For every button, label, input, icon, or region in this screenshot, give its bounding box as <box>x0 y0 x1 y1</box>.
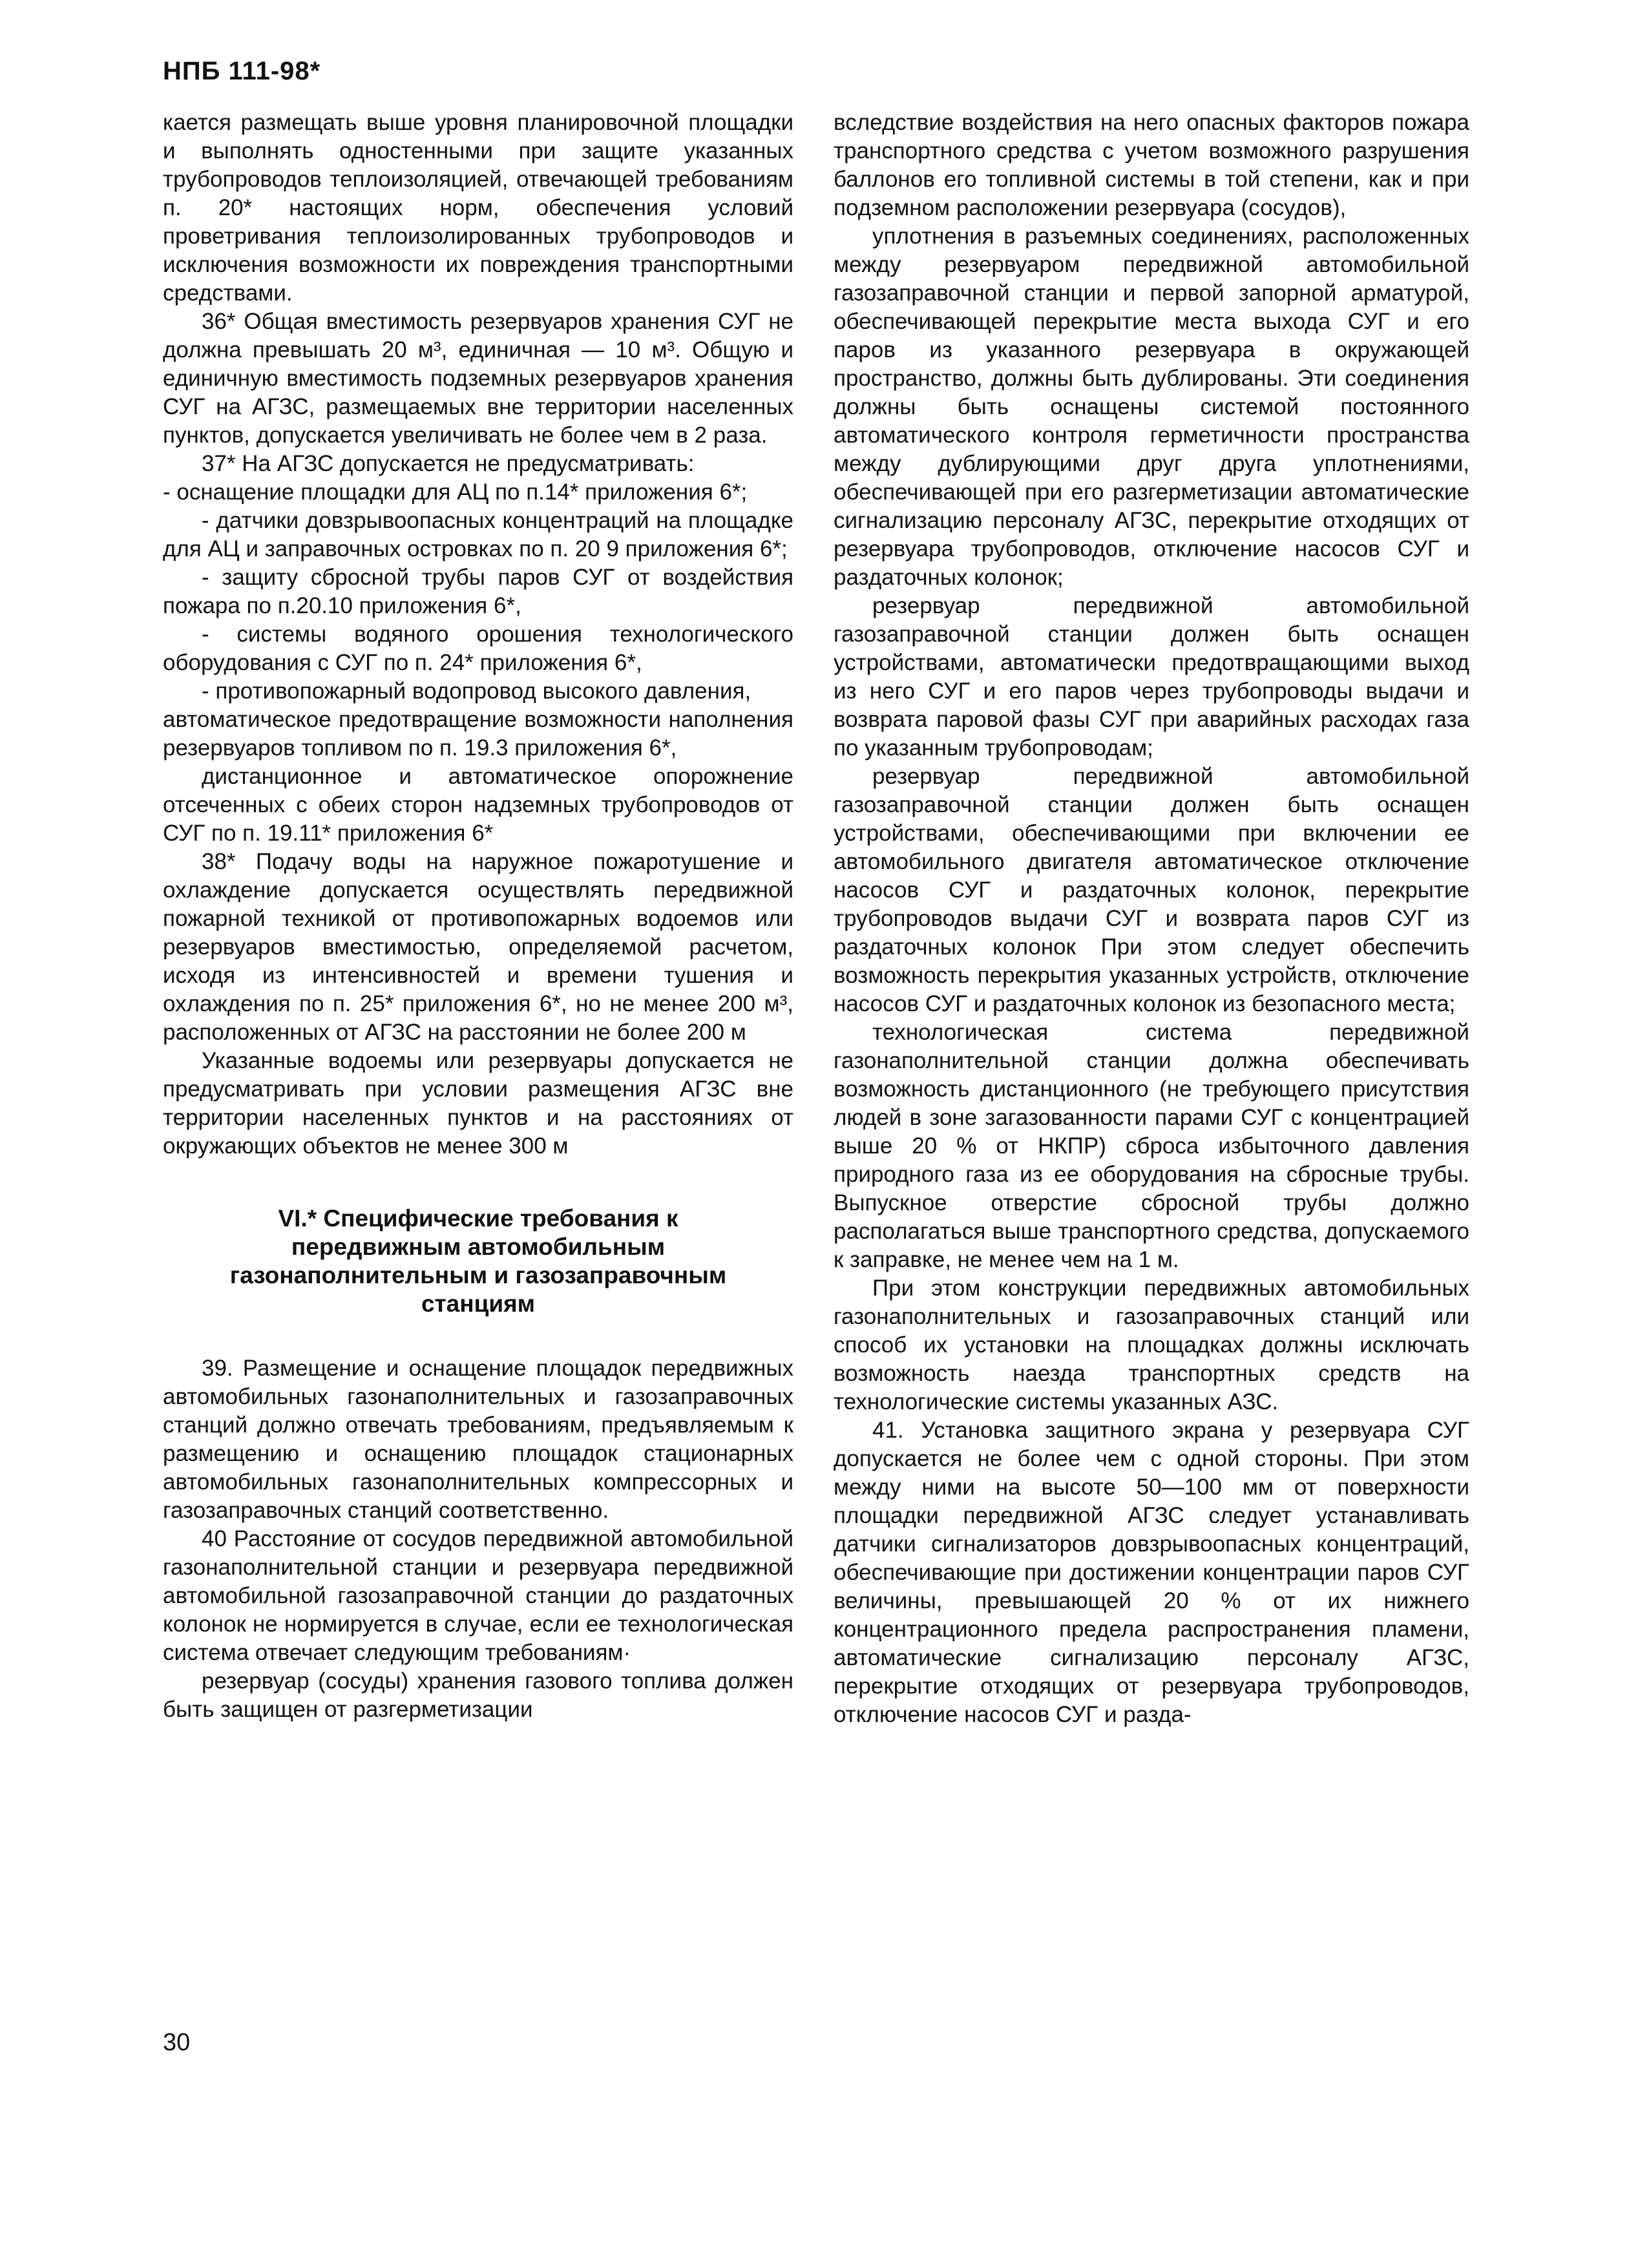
right-column <box>834 109 1469 1729</box>
list-item: - датчики довзрывоопасных концентраций на площадке для АЦ и заправочных островках по п. 20 9 приложения 6*; <box>163 508 793 562</box>
paragraph: При этом конструкции передвижных автомобильных газонаполнительных и газозаправочных станций или способ их установки на площадках должны исключать возможность наезда транспортных средств на технологические системы указанных АЗС. <box>834 1276 1469 1414</box>
paragraph-item-36: 36* Общая вместимость резервуаров хранения СУГ не должна превышать 20 м³, единичная — 10 м³. Общую и единичную вместимость подземных резервуаров хранения СУГ на АГЗС, размещаемых вне территории населенных пунктов, допускается увеличивать не более чем в 2 раза. <box>163 309 793 448</box>
paragraph-item-41: 41. Установка защитного экрана у резервуара СУГ допускается не более чем с одной стороны. При этом между ними на высоте 50—100 мм от поверхности площадки передвижной АГЗС следует устанавливать датчики сигнализаторов довзрывоопасных концентраций, обеспечивающие при достижении концентрации паров СУГ величины, превышающей 20 % от их нижнего концентрационного предела распространения пламени, автоматические сигнализацию персоналу АГЗС, перекрытие отходящих от резервуара трубопроводов, отключение насосов СУГ и разда- <box>834 1418 1469 1727</box>
paragraph: технологическая система передвижной газонаполнительной станции должна обеспечивать возможность дистанционного (не требующего присутствия людей в зоне загазованности парами СУГ с концентрацией выше 20 % от НКПР) сброса избыточного давления природного газа из ее оборудования на сбросные трубы. Выпускное отверстие сбросной трубы должно располагаться выше транспортного средства, допускаемого к заправке, не менее чем на 1 м. <box>834 1020 1469 1272</box>
list-item: автоматическое предотвращение возможности наполнения резервуаров топливом по п. 19.3 приложения 6*, <box>163 707 793 761</box>
list-item: - защиту сбросной трубы паров СУГ от воздействия пожара по п.20.10 приложения 6*, <box>163 565 793 618</box>
paragraph-item-37: 37* На АГЗС допускается не предусматривать: <box>202 451 695 476</box>
paragraph-item-40: 40 Расстояние от сосудов передвижной автомобильной газонаполнительной станции и резервуара передвижной автомобильной газозаправочной станции до раздаточных колонок не нормируется в случае, если ее технологическая система отвечает следующим требованиям· <box>163 1526 793 1665</box>
paragraph: вследствие воздействия на него опасных факторов пожара транспортного средства с учетом возможного разрушения баллонов его топливной системы в той степени, как и при подземном расположении резервуара (сосудов), <box>834 110 1469 220</box>
paragraph: уплотнения в разъемных соединениях, расположенных между резервуаром передвижной автомобильной газозаправочной станции и первой запорной арматурой, обеспечивающей перекрытие места выхода СУГ и его паров из указанного резервуара в окружающей пространство, должны быть дублированы. Эти соединения должны быть оснащены системой постоянного автоматического контроля герметичности пространства между дублирующими друг друга уплотнениями, обеспечивающей при его разгерметизации автоматические сигнализацию персоналу АГЗС, перекрытие отходящих от резервуара трубопроводов, отключение насосов СУГ и раздаточных колонок; <box>834 224 1469 590</box>
list-item: - оснащение площадки для АЦ по п.14* приложения 6*; <box>163 479 748 505</box>
page-number: 30 <box>163 2029 191 2056</box>
document-code-header: НПБ 111-98* <box>163 57 321 85</box>
list-item: - системы водяного орошения технологического оборудования с СУГ по п. 24* приложения 6*, <box>163 622 793 675</box>
paragraph-item-38: 38* Подачу воды на наружное пожаротушение и охлаждение допускается осуществлять передвижной пожарной техникой от противопожарных водоемов или резервуаров вместимостью, определяемой расчетом, исходя из интенсивностей и времени тушения и охлаждения по п. 25* приложения 6*, но не менее 200 м³, расположенных от АГЗС на расстоянии не более 200 м <box>163 849 793 1045</box>
section-heading: VI.* Специфические требования к передвижным автомобильным газонаполнительным и газозаправочным станциям <box>229 1205 727 1317</box>
left-column <box>163 109 793 1724</box>
paragraph: резервуар (сосуды) хранения газового топлива должен быть защищен от разгерметизации <box>163 1668 793 1722</box>
list-item: - противопожарный водопровод высокого давления, <box>202 678 751 704</box>
paragraph-item-39: 39. Размещение и оснащение площадок передвижных автомобильных газонаполнительных и газозаправочных станций должно отвечать требованиям, предъявляемым к размещению и оснащению площадок стационарных автомобильных газонаполнительных компрессорных и газозаправочных станций соответственно. <box>163 1356 793 1523</box>
paragraph: Указанные водоемы или резервуары допускается не предусматривать при условии размещения АГЗС вне территории населенных пунктов и на расстояниях от окружающих объектов не менее 300 м <box>163 1048 793 1159</box>
list-item: дистанционное и автоматическое опорожнение отсеченных с обеих сторон надземных трубопроводов от СУГ по п. 19.11* приложения 6* <box>163 764 793 846</box>
paragraph: кается размещать выше уровня планировочной площадки и выполнять одностенными при защите указанных трубопроводов теплоизоляцией, отвечающей требованиям п. 20* настоящих норм, обеспечения условий проветривания теплоизолированных трубопроводов и исключения возможности их повреждения транспортными средствами. <box>163 110 793 306</box>
paragraph: резервуар передвижной автомобильной газозаправочной станции должен быть оснащен устройствами, обеспечивающими при включении ее автомобильного двигателя автоматическое отключение насосов СУГ и раздаточных колонок, перекрытие трубопроводов выдачи СУГ и возврата паров СУГ из раздаточных колонок При этом следует обеспечить возможность перекрытия указанных устройств, отключение насосов СУГ и раздаточных колонок из безопасного места; <box>834 764 1469 1016</box>
paragraph: резервуар передвижной автомобильной газозаправочной станции должен быть оснащен устройствами, автоматически предотвращающими выход из него СУГ и его паров через трубопроводы выдачи и возврата паровой фазы СУГ при аварийных расходах газа по указанным трубопроводам; <box>834 593 1469 761</box>
